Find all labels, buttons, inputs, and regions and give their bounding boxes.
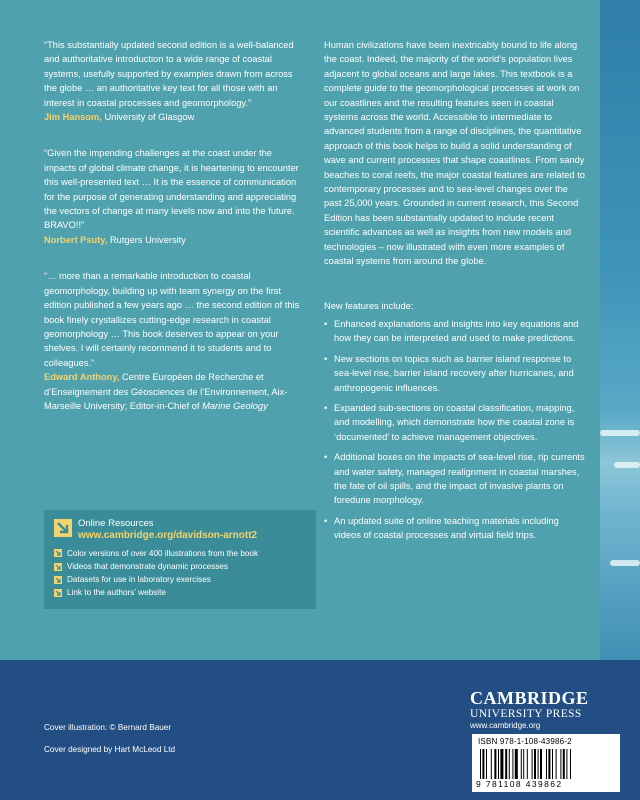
list-item bbox=[54, 586, 306, 599]
endorsement-quote bbox=[44, 38, 306, 124]
barcode-bars bbox=[480, 749, 610, 779]
list-item: • Expanded sub-sections on coastal classification, mapping, and modelling, which demonstrate how the coastal zone is ‘documented’ to achieve management objectives. bbox=[324, 401, 586, 444]
description-column bbox=[324, 38, 586, 549]
resource-text: Videos that demonstrate dynamic processes bbox=[67, 562, 228, 571]
journal-title: Marine Geology bbox=[202, 400, 268, 411]
online-resources-list bbox=[54, 547, 306, 600]
publisher-subtitle: UNIVERSITY PRESS bbox=[470, 708, 582, 720]
author-name: Edward Anthony, bbox=[44, 372, 120, 383]
list-item: • New sections on topics such as barrier island response to sea-level rise, barrier island recovery after hurricanes, and anthropogenic influences. bbox=[324, 352, 586, 395]
barcode bbox=[472, 734, 620, 792]
endorsement-quote bbox=[44, 146, 306, 247]
arrow-icon bbox=[54, 576, 62, 584]
list-item: • Additional boxes on the impacts of sea-level rise, rip currents and water safety, managed realignment in coastal marshes, the fate of oil spills, and the impact of invasive plants on foredune morphology. bbox=[324, 450, 586, 508]
quote-author bbox=[44, 233, 306, 247]
resource-text: Datasets for use in laboratory exercises bbox=[67, 575, 211, 585]
list-item bbox=[54, 573, 306, 586]
features-list bbox=[324, 317, 586, 543]
publisher-name: CAMBRIDGE bbox=[470, 688, 589, 708]
book-description: Human civilizations have been inextricably bound to life along the coast. Indeed, the majority of the world’s population lives adjacent to global oceans and large lakes. This textbook is a complete guide to the geomorphological processes at work on our coastlines and the resulting features seen in coastal systems across the world. Accessible to intermediate to advanced students from a range of disciplines, the quantitative approach of this book helps to build a solid understanding of wave and current processes that shape coastlines. From sandy beaches to coral reefs, the major coastal features are related to contemporary processes and to sea-level changes over the past 25,000 years. Grounded in current research, this Second Edition has been substantially updated to include recent scientific advances as well as insights from new models and technologies – now illustrated with even more examples of coastal systems from around the globe. bbox=[324, 40, 585, 267]
resource-text: Color versions of over 400 illustrations from the book bbox=[67, 548, 259, 558]
author-affiliation: University of Glasgow bbox=[101, 112, 195, 123]
endorsement-quote bbox=[44, 269, 306, 413]
coast-photo-strip bbox=[600, 0, 640, 660]
list-item bbox=[54, 547, 306, 560]
quote-author bbox=[44, 110, 306, 124]
barcode-number: 9 781108 439862 bbox=[476, 779, 563, 789]
features-title: New features include: bbox=[324, 300, 414, 311]
online-resources-box bbox=[44, 510, 316, 609]
online-resources-label: Online Resources bbox=[78, 518, 154, 529]
online-resources-header bbox=[54, 518, 306, 541]
publisher-website[interactable]: www.cambridge.org bbox=[470, 721, 541, 730]
author-affiliation: Centre Européen de Recherche et d’Enseignement des Géosciences de l’Environnement, Aix-Marseille University; Editor-in-Chief of bbox=[44, 372, 288, 411]
arrow-icon bbox=[54, 549, 62, 557]
isbn-label: ISBN 978-1-108-43986-2 bbox=[478, 737, 572, 746]
author-affiliation: Rutgers University bbox=[107, 234, 186, 245]
online-resources-link[interactable]: www.cambridge.org/davidson-arnott2 bbox=[78, 529, 258, 541]
arrow-icon bbox=[54, 589, 62, 597]
quote-text: “… more than a remarkable introduction to coastal geomorphology, building up with team synergy on the first edition published a few years ago … the second edition of this book finely crystallizes cutting-edge research in coastal geomorphology … This book deserves to appear on your shelves. I will certainly recommend it to students and to colleagues.” bbox=[44, 271, 300, 368]
list-item: • An updated suite of online teaching materials including videos of coastal processes and virtual field trips. bbox=[324, 514, 586, 543]
quote-author bbox=[44, 370, 306, 413]
endorsements-column bbox=[44, 38, 306, 435]
quote-text: “This substantially updated second edition is a well-balanced and authoritative introduction to a wide range of coastal systems, usefully supported by examples drawn from across the globe … an authoritative key text for all those with an interest in coastal processes and geomorphology.” bbox=[44, 40, 294, 108]
cover-illustration-credit: Cover illustration: © Bernard Bauer bbox=[44, 723, 172, 732]
publisher-logo bbox=[470, 689, 589, 730]
wave-highlight bbox=[610, 560, 640, 566]
arrow-icon bbox=[54, 519, 72, 537]
quote-text: “Given the impending challenges at the coast under the impacts of global climate change, it is heartening to encounter this well-presented text … It is the essence of communication for the purpose of generating understanding and appreciating the vectors of change at many levels now and into the future. BRAVO!!” bbox=[44, 148, 299, 231]
wave-highlight bbox=[614, 462, 640, 468]
list-item bbox=[54, 560, 306, 573]
cover-design-credit: Cover designed by Hart McLeod Ltd bbox=[44, 745, 176, 754]
list-item: • Enhanced explanations and insights into key equations and how they can be interpreted and used to make predictions. bbox=[324, 317, 586, 346]
author-name: Norbert Psuty, bbox=[44, 234, 108, 245]
resource-text: Link to the authors’ website bbox=[67, 588, 166, 598]
author-name: Jim Hansom, bbox=[44, 112, 102, 123]
arrow-icon bbox=[54, 563, 62, 571]
wave-highlight bbox=[600, 430, 640, 436]
